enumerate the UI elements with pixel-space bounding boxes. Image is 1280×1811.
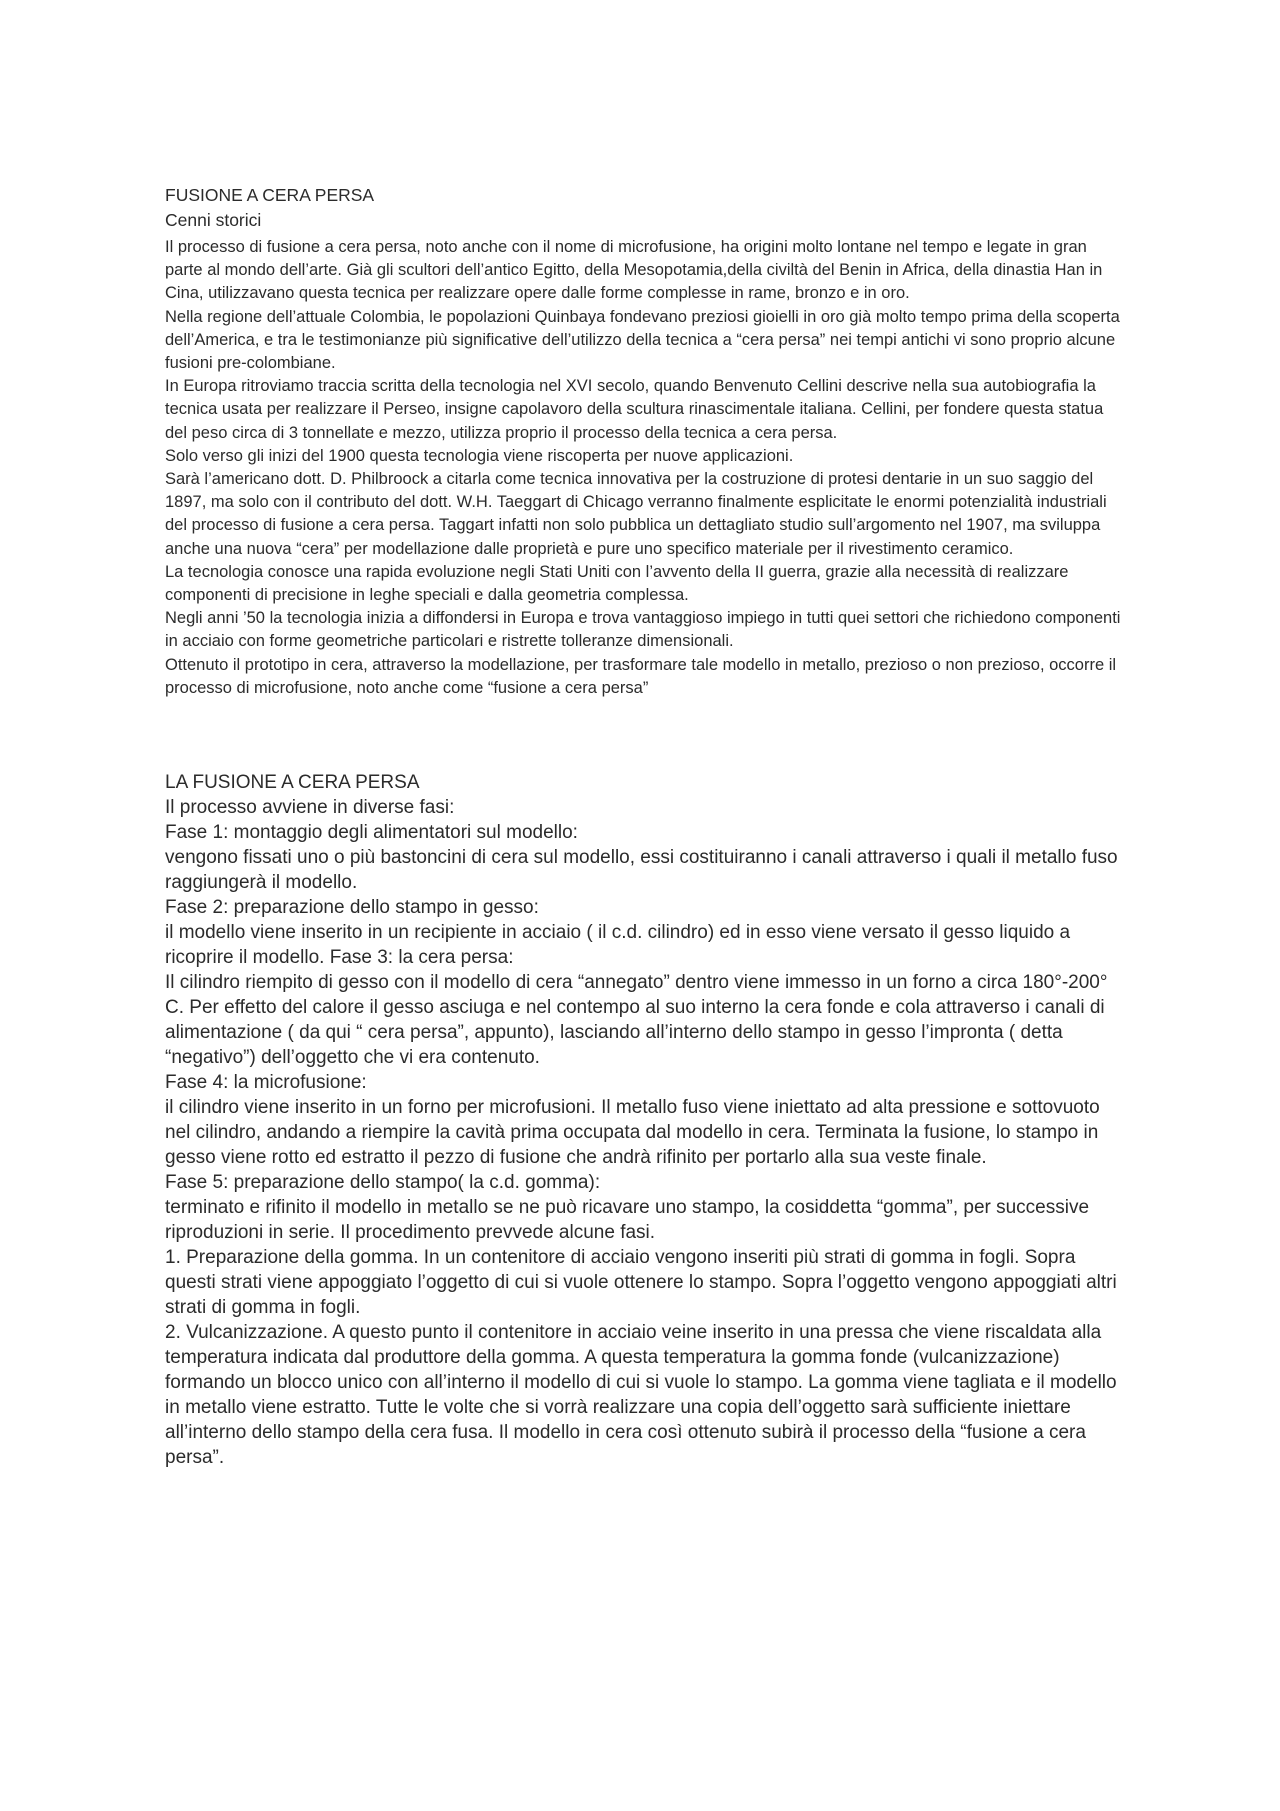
process-title: LA FUSIONE A CERA PERSA: [165, 772, 420, 794]
process-paragraph: ricoprire il modello. Fase 3: la cera persa:: [165, 947, 514, 969]
history-paragraph: Sarà l’americano dott. D. Philbroock a citarla come tecnica innovativa per la costruzione di protesi dentarie in un suo saggio del 1897, ma solo con il contributo del dott. W.H. Taeggart di Chicago verranno finalmente esplicitate le enormi potenzialità industriali del processo di fusione a cera persa. Taggart infatti non solo pubblica un dettagliato studio sull’argomento nel 1907, ma sviluppa anche una nuova “cera” per modellazione dalle proprietà e pure uno specifico materiale per il rivestimento ceramico.: [165, 470, 1107, 558]
history-paragraph: Ottenuto il prototipo in cera, attraverso la modellazione, per trasformare tale modello in metallo, prezioso o non prezioso, occorre il processo di microfusione, noto anche come “fusione a cera persa”: [165, 655, 1117, 697]
process-paragraph: vengono fissati uno o più bastoncini di cera sul modello, essi costituiranno i canali attraverso i quali il metallo fuso raggiungerà il modello.: [165, 847, 1118, 894]
process-section: [165, 770, 1125, 1470]
history-paragraph: Nella regione dell’attuale Colombia, le popolazioni Quinbaya fondevano preziosi gioielli in oro già molto tempo prima della scoperta dell’America, e tra le testimonianze più significative dell’utilizzo della tecnica a “cera persa” nei tempi antichi vi sono proprio alcune fusioni pre-colombiane.: [165, 307, 1120, 373]
history-subtitle: Cenni storici: [165, 210, 262, 230]
process-paragraph: Fase 4: la microfusione:: [165, 1072, 367, 1094]
process-paragraph: Il cilindro riempito di gesso con il modello di cera “annegato” dentro viene immesso in un forno a circa 180°-200° C. Per effetto del calore il gesso asciuga e nel contempo al suo interno la cera fonde e cola attraverso i canali di alimentazione ( da qui “ cera persa”, appunto), lasciando all’interno dello stampo in gesso l’impronta ( detta “negativo”) dell’oggetto che vi era contenuto.: [165, 972, 1108, 1069]
process-paragraph: 1. Preparazione della gomma. In un contenitore di acciaio vengono inseriti più strati di gomma in fogli. Sopra questi strati viene appoggiato l’oggetto di cui si vuole ottenere lo stampo. Sopra l’oggetto vengono appoggiati altri strati di gomma in fogli.: [165, 1247, 1117, 1319]
history-paragraph: Negli anni ’50 la tecnologia inizia a diffondersi in Europa e trova vantaggioso impiego in tutti quei settori che richiedono componenti in acciaio con forme geometriche particolari e ristrette tolleranze dimensionali.: [165, 609, 1121, 651]
history-section: [165, 183, 1125, 700]
history-paragraph: Solo verso gli inizi del 1900 questa tecnologia viene riscoperta per nuove applicazioni.: [165, 446, 794, 465]
history-paragraph: In Europa ritroviamo traccia scritta della tecnologia nel XVI secolo, quando Benvenuto Cellini descrive nella sua autobiografia la tecnica usata per realizzare il Perseo, insigne capolavoro della scultura rinascimentale italiana. Cellini, per fondere questa statua del peso circa di 3 tonnellate e mezzo, utilizza proprio il processo della tecnica a cera persa.: [165, 377, 1104, 442]
process-paragraph: Fase 1: montaggio degli alimentatori sul modello:: [165, 822, 578, 844]
history-paragraph: La tecnologia conosce una rapida evoluzione negli Stati Uniti con l’avvento della II guerra, grazie alla necessità di realizzare componenti di precisione in leghe speciali e dalla geometria complessa.: [165, 562, 1069, 605]
process-paragraph: Il processo avviene in diverse fasi:: [165, 797, 455, 819]
history-title: FUSIONE A CERA PERSA: [165, 185, 375, 205]
process-paragraph: 2. Vulcanizzazione. A questo punto il contenitore in acciaio veine inserito in una pressa che viene riscaldata alla temperatura indicata dal produttore della gomma. A questa temperatura la gomma fonde (vulcanizzazione) formando un blocco unico con all’interno il modello di cui si vuole lo stampo. La gomma viene tagliata e il modello in metallo viene estratto. Tutte le volte che si vorrà realizzare una copia dell’oggetto sarà sufficiente iniettare all’interno dello stampo della cera fusa. Il modello in cera così ottenuto subirà il processo della “fusione a cera persa”.: [165, 1322, 1117, 1469]
history-paragraph: Il processo di fusione a cera persa, noto anche con il nome di microfusione, ha origini molto lontane nel tempo e legate in gran parte al mondo dell’arte. Già gli scultori dell’antico Egitto, della Mesopotamia,della civiltà del Benin in Africa, della dinastia Han in Cina, utilizzavano questa tecnica per realizzare opere dalle forme complesse in rame, bronzo e in oro.: [165, 238, 1103, 303]
process-paragraph: Fase 2: preparazione dello stampo in gesso:: [165, 897, 539, 919]
document-page: [165, 183, 1125, 1470]
process-paragraph: il cilindro viene inserito in un forno per microfusioni. Il metallo fuso viene iniettato ad alta pressione e sottovuoto nel cilindro, andando a riempire la cavità prima occupata dal modello in cera. Terminata la fusione, lo stampo in gesso viene rotto ed estratto il pezzo di fusione che andrà rifinito per portarlo alla sua veste finale.: [165, 1097, 1100, 1169]
process-paragraph: Fase 5: preparazione dello stampo( la c.d. gomma):: [165, 1172, 601, 1194]
process-paragraph: il modello viene inserito in un recipiente in acciaio ( il c.d. cilindro) ed in esso viene versato il gesso liquido a: [165, 922, 1071, 944]
process-paragraph: terminato e rifinito il modello in metallo se ne può ricavare uno stampo, la cosiddetta “gomma”, per successive riproduzioni in serie. Il procedimento prevvede alcune fasi.: [165, 1197, 1090, 1244]
